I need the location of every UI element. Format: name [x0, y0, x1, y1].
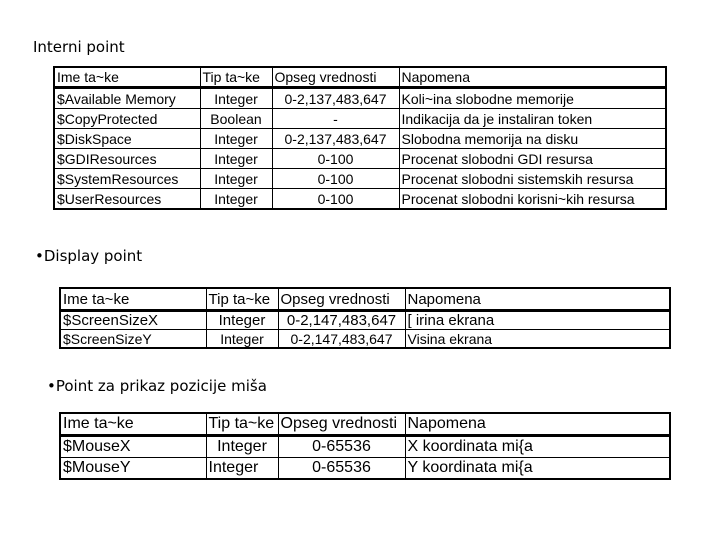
- header-cell: Napomena: [405, 413, 670, 436]
- mouse-point-table: [59, 412, 671, 480]
- cell-note: Procenat slobodni GDI resursa: [399, 149, 666, 169]
- table-header-row: [60, 413, 670, 436]
- cell-type: Integer: [200, 129, 272, 149]
- header-cell: Opseg vrednosti: [278, 288, 405, 311]
- header-cell: Ime ta~ke: [60, 413, 206, 436]
- cell-name: $CopyProtected: [54, 109, 200, 129]
- cell-name: $DiskSpace: [54, 129, 200, 149]
- header-cell: Ime ta~ke: [60, 288, 206, 311]
- cell-note: Indikacija da je instaliran token: [399, 109, 666, 129]
- cell-range: -: [272, 109, 399, 129]
- cell-note: Slobodna memorija na disku: [399, 129, 666, 149]
- cell-range: 0-65536: [278, 458, 405, 480]
- table-row: [54, 88, 666, 109]
- section-title-mouse-point: •Point za prikaz pozicije miša: [47, 377, 267, 395]
- table-row: [54, 149, 666, 169]
- table-row: [60, 436, 670, 458]
- header-cell: Opseg vrednosti: [272, 67, 399, 88]
- header-cell: Opseg vrednosti: [278, 413, 405, 436]
- table-header-row: [54, 67, 666, 88]
- cell-range: 0-2,137,483,647: [272, 129, 399, 149]
- cell-name: $MouseY: [60, 458, 206, 480]
- table-row: [60, 458, 670, 480]
- interni-point-table: [53, 66, 667, 210]
- cell-note: Procenat slobodni sistemskih resursa: [399, 169, 666, 189]
- cell-range: 0-2,137,483,647: [272, 88, 399, 109]
- display-point-table: [59, 287, 671, 349]
- table-row: [54, 109, 666, 129]
- cell-note: Koli~ina slobodne memorije: [399, 88, 666, 109]
- cell-name: $UserResources: [54, 189, 200, 210]
- cell-name: $MouseX: [60, 436, 206, 458]
- header-cell: Napomena: [405, 288, 670, 311]
- cell-name: $SystemResources: [54, 169, 200, 189]
- header-cell: Tip ta~ke: [206, 288, 278, 311]
- table-row: [54, 189, 666, 210]
- section-title-interni-point: Interni point: [33, 38, 125, 56]
- cell-note: X koordinata mi{a: [405, 436, 670, 458]
- cell-type: Boolean: [200, 109, 272, 129]
- cell-name: $ScreenSizeX: [60, 311, 206, 330]
- cell-type: Integer: [200, 169, 272, 189]
- cell-name: $GDIResources: [54, 149, 200, 169]
- cell-type: Integer: [206, 436, 278, 458]
- cell-range: 0-2,147,483,647: [278, 330, 405, 349]
- cell-range: 0-100: [272, 189, 399, 210]
- cell-type: Integer: [206, 330, 278, 349]
- table-row: [54, 129, 666, 149]
- cell-type: Integer: [200, 149, 272, 169]
- cell-range: 0-65536: [278, 436, 405, 458]
- cell-note: [ irina ekrana: [405, 311, 670, 330]
- table-row: [60, 311, 670, 330]
- section-title-display-point: •Display point: [35, 247, 143, 265]
- header-cell: Ime ta~ke: [54, 67, 200, 88]
- table-row: [54, 169, 666, 189]
- cell-range: 0-100: [272, 169, 399, 189]
- cell-note: Procenat slobodni korisni~kih resursa: [399, 189, 666, 210]
- cell-note: Visina ekrana: [405, 330, 670, 349]
- table-header-row: [60, 288, 670, 311]
- header-cell: Tip ta~ke: [200, 67, 272, 88]
- cell-range: 0-100: [272, 149, 399, 169]
- cell-type: Integer: [200, 189, 272, 210]
- header-cell: Napomena: [399, 67, 666, 88]
- cell-name: $ScreenSizeY: [60, 330, 206, 349]
- cell-type: Integer: [206, 458, 278, 480]
- cell-type: Integer: [206, 311, 278, 330]
- header-cell: Tip ta~ke: [206, 413, 278, 436]
- cell-name: $Available Memory: [54, 88, 200, 109]
- cell-range: 0-2,147,483,647: [278, 311, 405, 330]
- cell-note: Y koordinata mi{a: [405, 458, 670, 480]
- table-row: [60, 330, 670, 349]
- cell-type: Integer: [200, 88, 272, 109]
